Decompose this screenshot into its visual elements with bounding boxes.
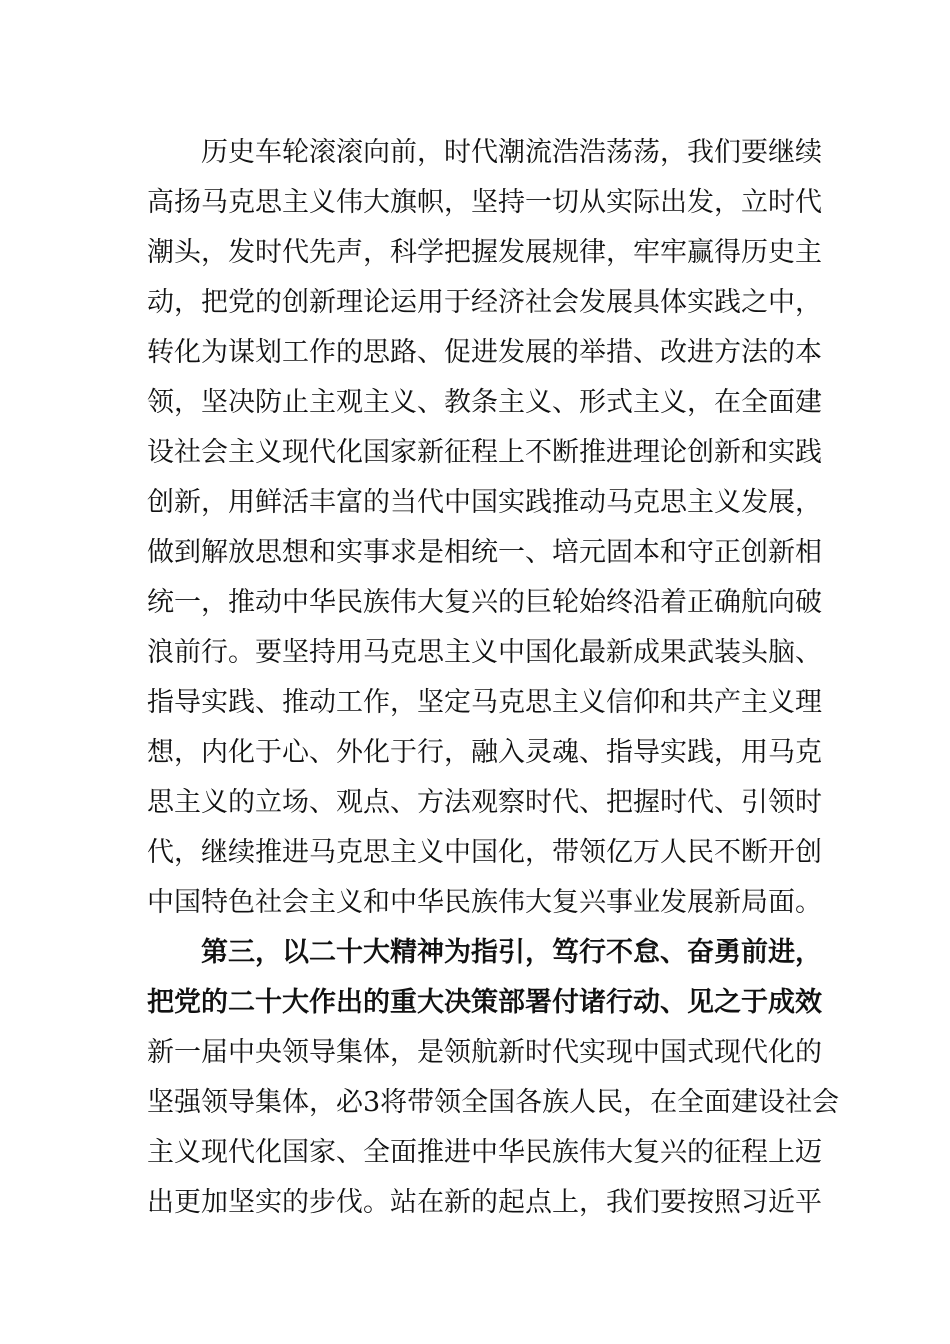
paragraph-2-line-4: 出更加坚实的步伐。站在新的起点上，我们要按照习近平 [147, 1187, 822, 1218]
paragraph-2-line-3: 主义现代化国家、全面推进中华民族伟大复兴的征程上迈 [147, 1137, 822, 1168]
paragraph-1-line-9: 做到解放思想和实事求是相统一、培元固本和守正创新相 [147, 537, 822, 568]
section-heading-line-1: 第三，以二十大精神为指引，笃行不怠、奋勇前进， [201, 937, 822, 968]
paragraph-1-line-7: 设社会主义现代化国家新征程上不断推进理论创新和实践 [147, 437, 822, 468]
paragraph-1-line-8: 创新，用鲜活丰富的当代中国实践推动马克思主义发展， [147, 487, 822, 518]
paragraph-1-line-13: 想，内化于心、外化于行，融入灵魂、指导实践，用马克 [147, 737, 822, 768]
paragraph-1-line-12: 指导实践、推动工作，坚定马克思主义信仰和共产主义理 [147, 687, 822, 718]
paragraph-1-line-4: 动，把党的创新理论运用于经济社会发展具体实践之中， [147, 287, 822, 318]
paragraph-1-line-3: 潮头，发时代先声，科学把握发展规律，牢牢赢得历史主 [147, 237, 822, 268]
paragraph-1-line-14: 思主义的立场、观点、方法观察时代、把握时代、引领时 [147, 787, 822, 818]
paragraph-1-line-6: 领，坚决防止主观主义、教条主义、形式主义，在全面建 [147, 387, 822, 418]
paragraph-1-line-15: 代，继续推进马克思主义中国化，带领亿万人民不断开创 [147, 837, 822, 868]
paragraph-1-line-5: 转化为谋划工作的思路、促进发展的举措、改进方法的本 [147, 337, 822, 368]
section-heading-line-2: 把党的二十大作出的重大决策部署付诸行动、见之于成效 [147, 987, 822, 1018]
paragraph-1-line-16: 中国特色社会主义和中华民族伟大复兴事业发展新局面。 [147, 887, 822, 918]
paragraph-1-line-2: 高扬马克思主义伟大旗帜，坚持一切从实际出发，立时代 [147, 187, 822, 218]
paragraph-2-line-2: 坚强领导集体，必3将带领全国各族人民，在全面建设社会 [147, 1087, 840, 1118]
paragraph-2-line-1: 新一届中央领导集体，是领航新时代实现中国式现代化的 [147, 1037, 822, 1068]
paragraph-1-line-1: 历史车轮滚滚向前，时代潮流浩浩荡荡，我们要继续 [201, 137, 822, 168]
paragraph-1-line-10: 统一，推动中华民族伟大复兴的巨轮始终沿着正确航向破 [147, 587, 822, 618]
paragraph-1-line-11: 浪前行。要坚持用马克思主义中国化最新成果武装头脑、 [147, 637, 822, 668]
